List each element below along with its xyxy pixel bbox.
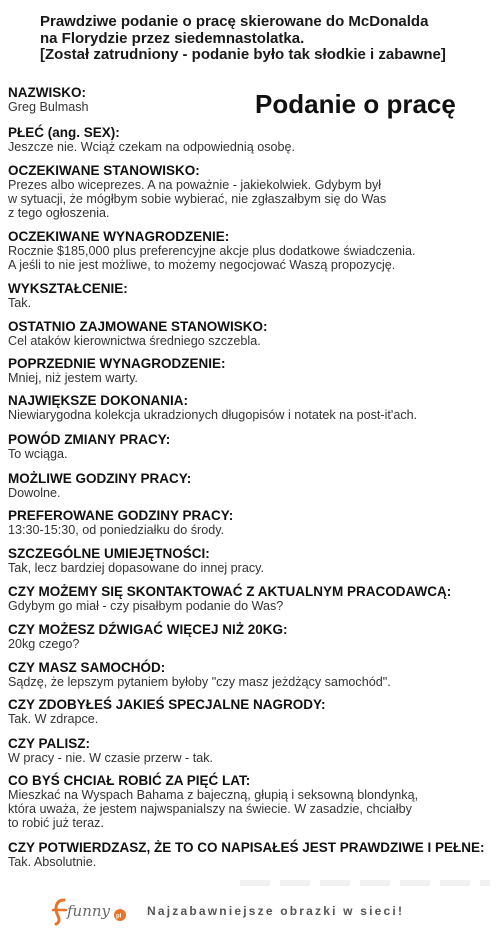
- answer-text: [8, 523, 496, 537]
- answer-text: [8, 788, 496, 830]
- funny-logo: [50, 894, 130, 926]
- answer-line: Tak. W zdrapce.: [8, 712, 99, 726]
- answer-line: Mieszkać na Wyspach Bahama z bajeczną, głupią i seksowną blondynką,: [8, 788, 419, 802]
- question-label: OSTATNIO ZAJMOWANE STANOWISKO:: [8, 319, 268, 334]
- question-label: CZY POTWIERDZASZ, ŻE TO CO NAPISAŁEŚ JEST PRAWDZIWE I PEŁNE:: [8, 840, 485, 855]
- answer-line: Tak. Absolutnie.: [8, 855, 97, 869]
- qa-item: [8, 125, 496, 154]
- footer-tagline: Najzabawniejsze obrazki w sieci!: [147, 904, 405, 918]
- answer-text: [8, 140, 496, 154]
- question-label: NAJWIĘKSZE DOKONANIA:: [8, 393, 189, 408]
- answer-text: [8, 751, 496, 765]
- answer-text: [8, 675, 496, 689]
- answer-text: [8, 296, 496, 310]
- qa-item: [8, 85, 496, 114]
- answer-line: Tak.: [8, 296, 32, 310]
- question-label: PREFEROWANE GODZINY PRACY:: [8, 508, 234, 523]
- answer-line: w sytuacji, że mógłbym sobie wybierać, nie zgłaszałbym się do Was: [8, 192, 387, 206]
- qa-item: [8, 697, 496, 726]
- answer-line: Mniej, niż jestem warty.: [8, 371, 138, 385]
- faded-text: [240, 880, 490, 886]
- question-label: WYKSZTAŁCENIE:: [8, 281, 128, 296]
- answer-text: [8, 100, 496, 114]
- question-label: NAZWISKO:: [8, 85, 86, 100]
- answer-line: Dowolne.: [8, 486, 61, 500]
- answer-line: to robić już teraz.: [8, 816, 104, 830]
- question-label: OCZEKIWANE WYNAGRODZENIE:: [8, 229, 230, 244]
- answer-text: [8, 447, 496, 461]
- answer-text: [8, 599, 496, 613]
- answer-line: To wciąga.: [8, 447, 68, 461]
- qa-item: [8, 546, 496, 575]
- qa-item: [8, 432, 496, 461]
- answer-text: [8, 371, 496, 385]
- qa-item: [8, 471, 496, 500]
- answer-line: Prezes albo wiceprezes. A na poważnie - jakiekolwiek. Gdybym był: [8, 178, 382, 192]
- header-line-3: [Został zatrudniony - podanie było tak słodkie i zabawne]: [40, 46, 446, 63]
- question-label: CZY ZDOBYŁEŚ JAKIEŚ SPECJALNE NAGRODY:: [8, 697, 326, 712]
- answer-line: która uważa, że jestem najwspanialszy na świecie. W zasadzie, chciałby: [8, 802, 412, 816]
- question-label: CZY MOŻEMY SIĘ SKONTAKTOWAĆ Z AKTUALNYM PRACODAWCĄ:: [8, 584, 452, 599]
- answer-line: Rocznie $185,000 plus preferencyjne akcje plus dodatkowe świadczenia.: [8, 244, 416, 258]
- answer-text: [8, 244, 496, 272]
- page-title: Podanie o pracę: [255, 89, 456, 119]
- qa-item: [8, 281, 496, 310]
- header-line-1: Prawdziwe podanie o pracę skierowane do McDonalda: [40, 13, 429, 30]
- header: [40, 14, 495, 64]
- answer-text: [8, 486, 496, 500]
- header-line-2: na Florydzie przez siedemnastolatka.: [40, 29, 305, 47]
- answer-text: [8, 855, 496, 869]
- answer-line: W pracy - nie. W czasie przerw - tak.: [8, 751, 214, 765]
- answer-line: Sądzę, że lepszym pytaniem byłoby "czy masz jeżdżący samochód".: [8, 675, 391, 689]
- footer: [0, 892, 500, 928]
- answer-line: 20kg czego?: [8, 637, 80, 651]
- answer-text: [8, 408, 496, 422]
- question-label: POWÓD ZMIANY PRACY:: [8, 432, 171, 447]
- question-label: CZY PALISZ:: [8, 736, 91, 751]
- answer-line: Jeszcze nie. Wciąż czekam na odpowiednią osobę.: [8, 140, 296, 154]
- answer-text: [8, 712, 496, 726]
- qa-item: [8, 229, 496, 272]
- qa-item: [8, 736, 496, 765]
- answer-line: Cel ataków kierownictwa średniego szczebla.: [8, 334, 261, 348]
- answer-text: [8, 178, 496, 220]
- answer-line: A jeśli to nie jest możliwe, to możemy negocjować Waszą propozycję.: [8, 258, 396, 272]
- question-label: POPRZEDNIE WYNAGRODZENIE:: [8, 356, 226, 371]
- question-label: CZY MOŻESZ DŹWIGAĆ WIĘCEJ NIŻ 20KG:: [8, 622, 288, 637]
- logo-text: funny: [67, 902, 111, 920]
- answer-line: z tego ogłoszenia.: [8, 206, 110, 220]
- qa-item: [8, 622, 496, 651]
- answer-text: [8, 334, 496, 348]
- answer-line: Gdybym go miał - czy pisałbym podanie do Was?: [8, 599, 284, 613]
- qa-item: [8, 393, 496, 422]
- answer-line: Tak, lecz bardziej dopasowane do innej pracy.: [8, 561, 264, 575]
- qa-item: [8, 660, 496, 689]
- question-label: CO BYŚ CHCIAŁ ROBIĆ ZA PIĘĆ LAT:: [8, 773, 251, 788]
- qa-item: [8, 773, 496, 830]
- question-label: CZY MASZ SAMOCHÓD:: [8, 660, 166, 675]
- answer-line: 13:30-15:30, od poniedziałku do środy.: [8, 523, 225, 537]
- answer-text: [8, 637, 496, 651]
- qa-item: [8, 584, 496, 613]
- answer-line: Greg Bulmash: [8, 100, 89, 114]
- question-label: SZCZEGÓLNE UMIEJĘTNOŚCI:: [8, 546, 210, 561]
- qa-item: [8, 840, 496, 869]
- answer-text: [8, 561, 496, 575]
- question-label: PŁEĆ (ang. SEX):: [8, 125, 120, 140]
- qa-item: [8, 356, 496, 385]
- question-label: OCZEKIWANE STANOWISKO:: [8, 163, 200, 178]
- logo-suffix: pl: [116, 913, 122, 920]
- qa-item: [8, 319, 496, 348]
- answer-line: Niewiarygodna kolekcja ukradzionych długopisów i notatek na post-it'ach.: [8, 408, 418, 422]
- qa-item: [8, 508, 496, 537]
- qa-item: [8, 163, 496, 220]
- question-label: MOŻLIWE GODZINY PRACY:: [8, 471, 192, 486]
